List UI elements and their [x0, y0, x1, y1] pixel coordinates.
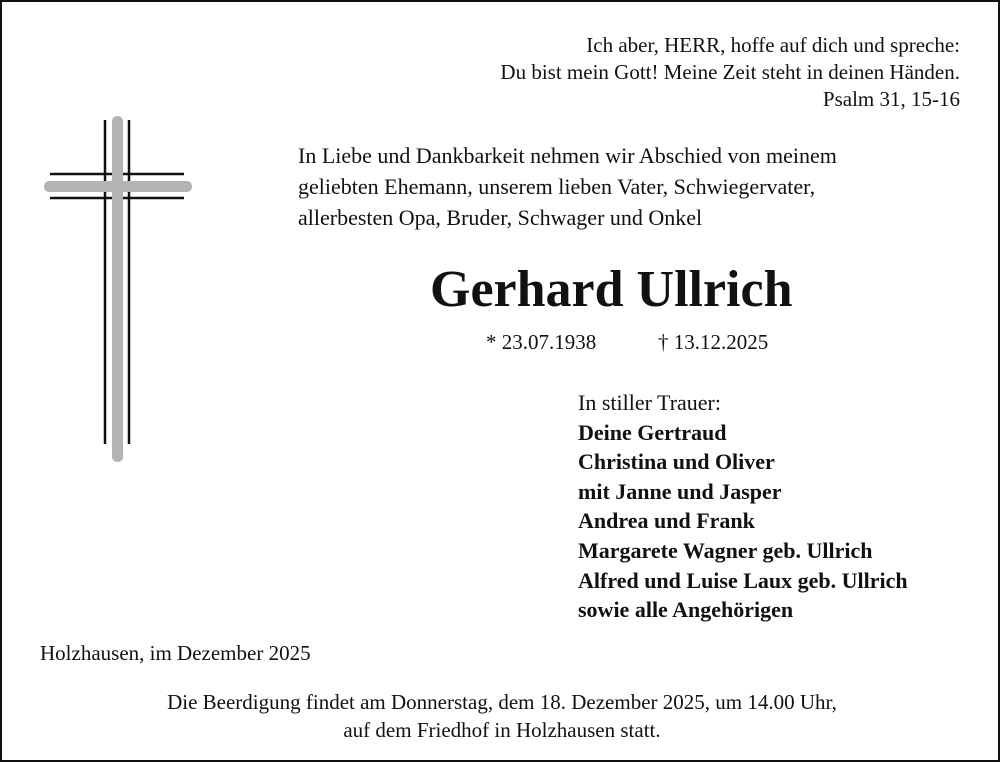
- intro-line: allerbesten Opa, Bruder, Schwager und Onkel: [298, 205, 703, 230]
- intro-line: In Liebe und Dankbarkeit nehmen wir Abschied von meinem: [298, 143, 837, 168]
- intro-line: geliebten Ehemann, unserem lieben Vater, Schwiegervater,: [298, 174, 816, 199]
- intro-text: [298, 140, 837, 233]
- mourners-heading: In stiller Trauer:: [578, 390, 721, 415]
- mourner-name: sowie alle Angehörigen: [578, 597, 794, 623]
- psalm-line: Ich aber, HERR, hoffe auf dich und spreche:: [586, 33, 960, 57]
- psalm-reference: Psalm 31, 15-16: [822, 87, 960, 111]
- mourners-list: [578, 388, 908, 625]
- birth-date: * 23.07.1938: [486, 330, 597, 354]
- place-date: Holzhausen, im Dezember 2025: [40, 641, 311, 665]
- psalm-quote: [500, 32, 960, 113]
- mourner-name: Andrea und Frank: [578, 508, 755, 534]
- mourner-name: Deine Gertraud: [578, 419, 727, 445]
- deceased-name: Gerhard Ullrich: [430, 261, 793, 318]
- mourner-name: Margarete Wagner geb. Ullrich: [578, 537, 873, 563]
- psalm-line: Du bist mein Gott! Meine Zeit steht in deinen Händen.: [500, 60, 960, 84]
- cross-icon: [42, 114, 194, 466]
- death-date: † 13.12.2025: [658, 330, 769, 354]
- funeral-line: auf dem Friedhof in Holzhausen statt.: [343, 718, 661, 742]
- funeral-notice: [2, 688, 1000, 744]
- mourner-name: Alfred und Luise Laux geb. Ullrich: [578, 567, 908, 593]
- mourner-name: mit Janne und Jasper: [578, 478, 782, 504]
- funeral-line: Die Beerdigung findet am Donnerstag, dem 18. Dezember 2025, um 14.00 Uhr,: [167, 690, 837, 714]
- mourner-name: Christina und Oliver: [578, 449, 775, 475]
